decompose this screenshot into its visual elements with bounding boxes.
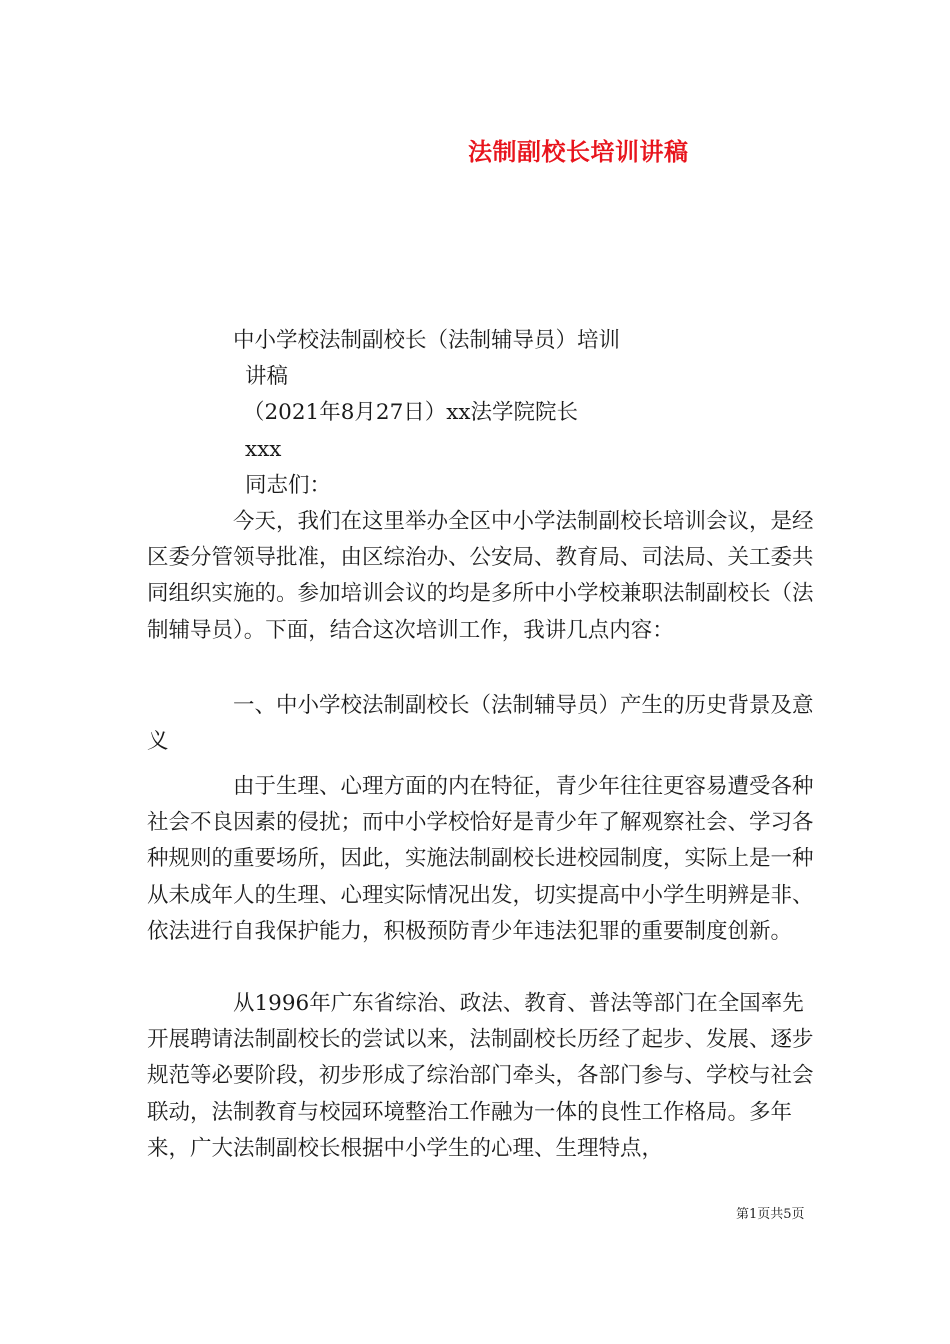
header-line-2: 讲稿 (245, 364, 289, 389)
page-number: 第1页共5页 (736, 1207, 805, 1222)
section-heading-1: 一、中小学校法制副校长（法制辅导员）产生的历史背景及意义 (147, 693, 814, 755)
salutation: 同志们： (245, 473, 332, 498)
header-line-1: 中小学校法制副校长（法制辅导员）培训 (233, 328, 621, 353)
paragraph-history: 从1996年广东省综治、政法、教育、普法等部门在全国率先开展聘请法制副校长的尝试以来，法制副校长历经了起步、发展、逐步规范等必要阶段，初步形成了综治部门牵头，各部门参与、学校与社会联动，法制教育与校园环境整治工作融为一体的良性工作格局。多年来，广大法制副校长根据中小学生的心理、生理特点， (147, 991, 814, 1161)
header-line-4: xxx (245, 437, 282, 462)
document-title: 法制副校长培训讲稿 (468, 137, 689, 166)
paragraph-intro: 今天，我们在这里举办全区中小学法制副校长培训会议，是经区委分管领导批准，由区综治办、公安局、教育局、司法局、关工委共同组织实施的。参加培训会议的均是多所中小学校兼职法制副校长（法制辅导员）。下面，结合这次培训工作，我讲几点内容： (147, 509, 814, 643)
paragraph-background: 由于生理、心理方面的内在特征，青少年往往更容易遭受各种社会不良因素的侵扰；而中小学校恰好是青少年了解观察社会、学习各种规则的重要场所，因此，实施法制副校长进校园制度，实际上是一种从未成年人的生理、心理实际情况出发，切实提高中小学生明辨是非、依法进行自我保护能力，积极预防青少年违法犯罪的重要制度创新。 (147, 774, 814, 944)
header-line-3: （2021年8月27日）xx法学院院长 (243, 400, 579, 425)
